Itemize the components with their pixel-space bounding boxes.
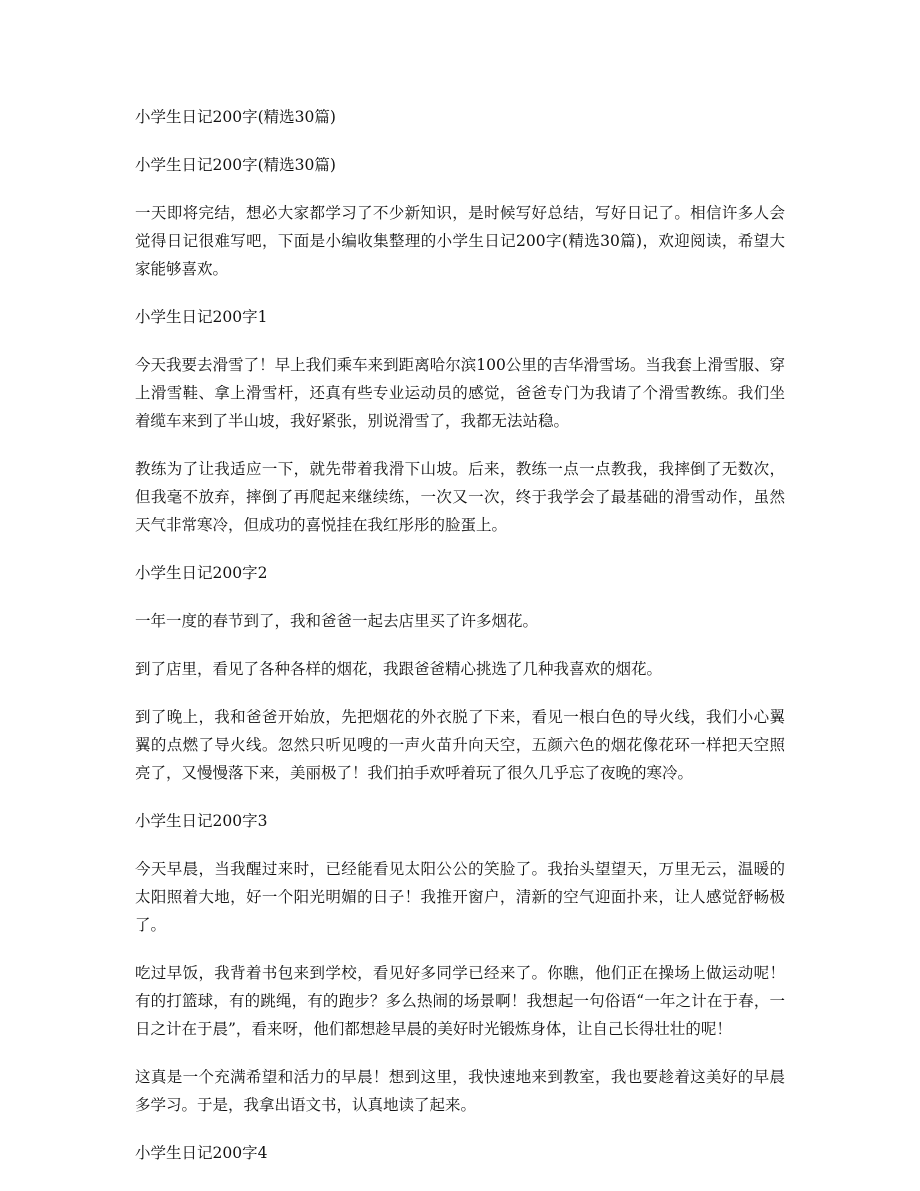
section-2-paragraph-2: 到了店里，看见了各种各样的烟花，我跟爸爸精心挑选了几种我喜欢的烟花。 (135, 660, 663, 678)
section-1-paragraph-2: 教练为了让我适应一下，就先带着我滑下山坡。后来，教练一点一点教我，我摔倒了无数次，但我毫不放弃，摔倒了再爬起来继续练，一次又一次，终于我学会了最基础的滑雪动作，虽然天气非常寒冷，但成功的喜悦挂在我红彤彤的脸蛋上。 (135, 460, 785, 534)
section-heading-4: 小学生日记200字4 (135, 1144, 268, 1162)
section-heading-1: 小学生日记200字1 (135, 308, 268, 326)
document-subtitle: 小学生日记200字(精选30篇) (135, 156, 336, 174)
section-3-paragraph-3: 这真是一个充满希望和活力的早晨！想到这里，我快速地来到教室，我也要趁着这美好的早晨多学习。于是，我拿出语文书，认真地读了起来。 (135, 1068, 785, 1114)
section-2-paragraph-3: 到了晚上，我和爸爸开始放，先把烟花的外衣脱了下来，看见一根白色的导火线，我们小心翼翼的点燃了导火线。忽然只听见嗖的一声火苗升向天空，五颜六色的烟花像花环一样把天空照亮了，又慢慢落下来，美丽极了！我们拍手欢呼着玩了很久几乎忘了夜晚的寒冷。 (135, 708, 785, 782)
document-page (135, 103, 785, 1187)
document-title: 小学生日记200字(精选30篇) (135, 108, 336, 126)
section-2-paragraph-1: 一年一度的春节到了，我和爸爸一起去店里买了许多烟花。 (135, 612, 539, 630)
intro-paragraph: 一天即将完结，想必大家都学习了不少新知识，是时候写好总结，写好日记了。相信许多人会觉得日记很难写吧，下面是小编收集整理的小学生日记200字(精选30篇)，欢迎阅读，希望大家能够喜欢。 (135, 204, 785, 278)
section-3-paragraph-2: 吃过早饭，我背着书包来到学校，看见好多同学已经来了。你瞧，他们正在操场上做运动呢！有的打篮球，有的跳绳，有的跑步？多么热闹的场景啊！我想起一句俗语“一年之计在于春，一日之计在于晨”，看来呀，他们都想趁早晨的美好时光锻炼身体，让自己长得壮壮的呢！ (135, 964, 785, 1038)
section-heading-3: 小学生日记200字3 (135, 812, 268, 830)
section-3-paragraph-1: 今天早晨，当我醒过来时，已经能看见太阳公公的笑脸了。我抬头望望天，万里无云，温暖的太阳照着大地，好一个阳光明媚的日子！我推开窗户，清新的空气迎面扑来，让人感觉舒畅极了。 (135, 860, 785, 934)
section-1-paragraph-1: 今天我要去滑雪了！早上我们乘车来到距离哈尔滨100公里的吉华滑雪场。当我套上滑雪服、穿上滑雪鞋、拿上滑雪杆，还真有些专业运动员的感觉，爸爸专门为我请了个滑雪教练。我们坐着缆车来到了半山坡，我好紧张，别说滑雪了，我都无法站稳。 (135, 356, 785, 430)
section-heading-2: 小学生日记200字2 (135, 564, 268, 582)
